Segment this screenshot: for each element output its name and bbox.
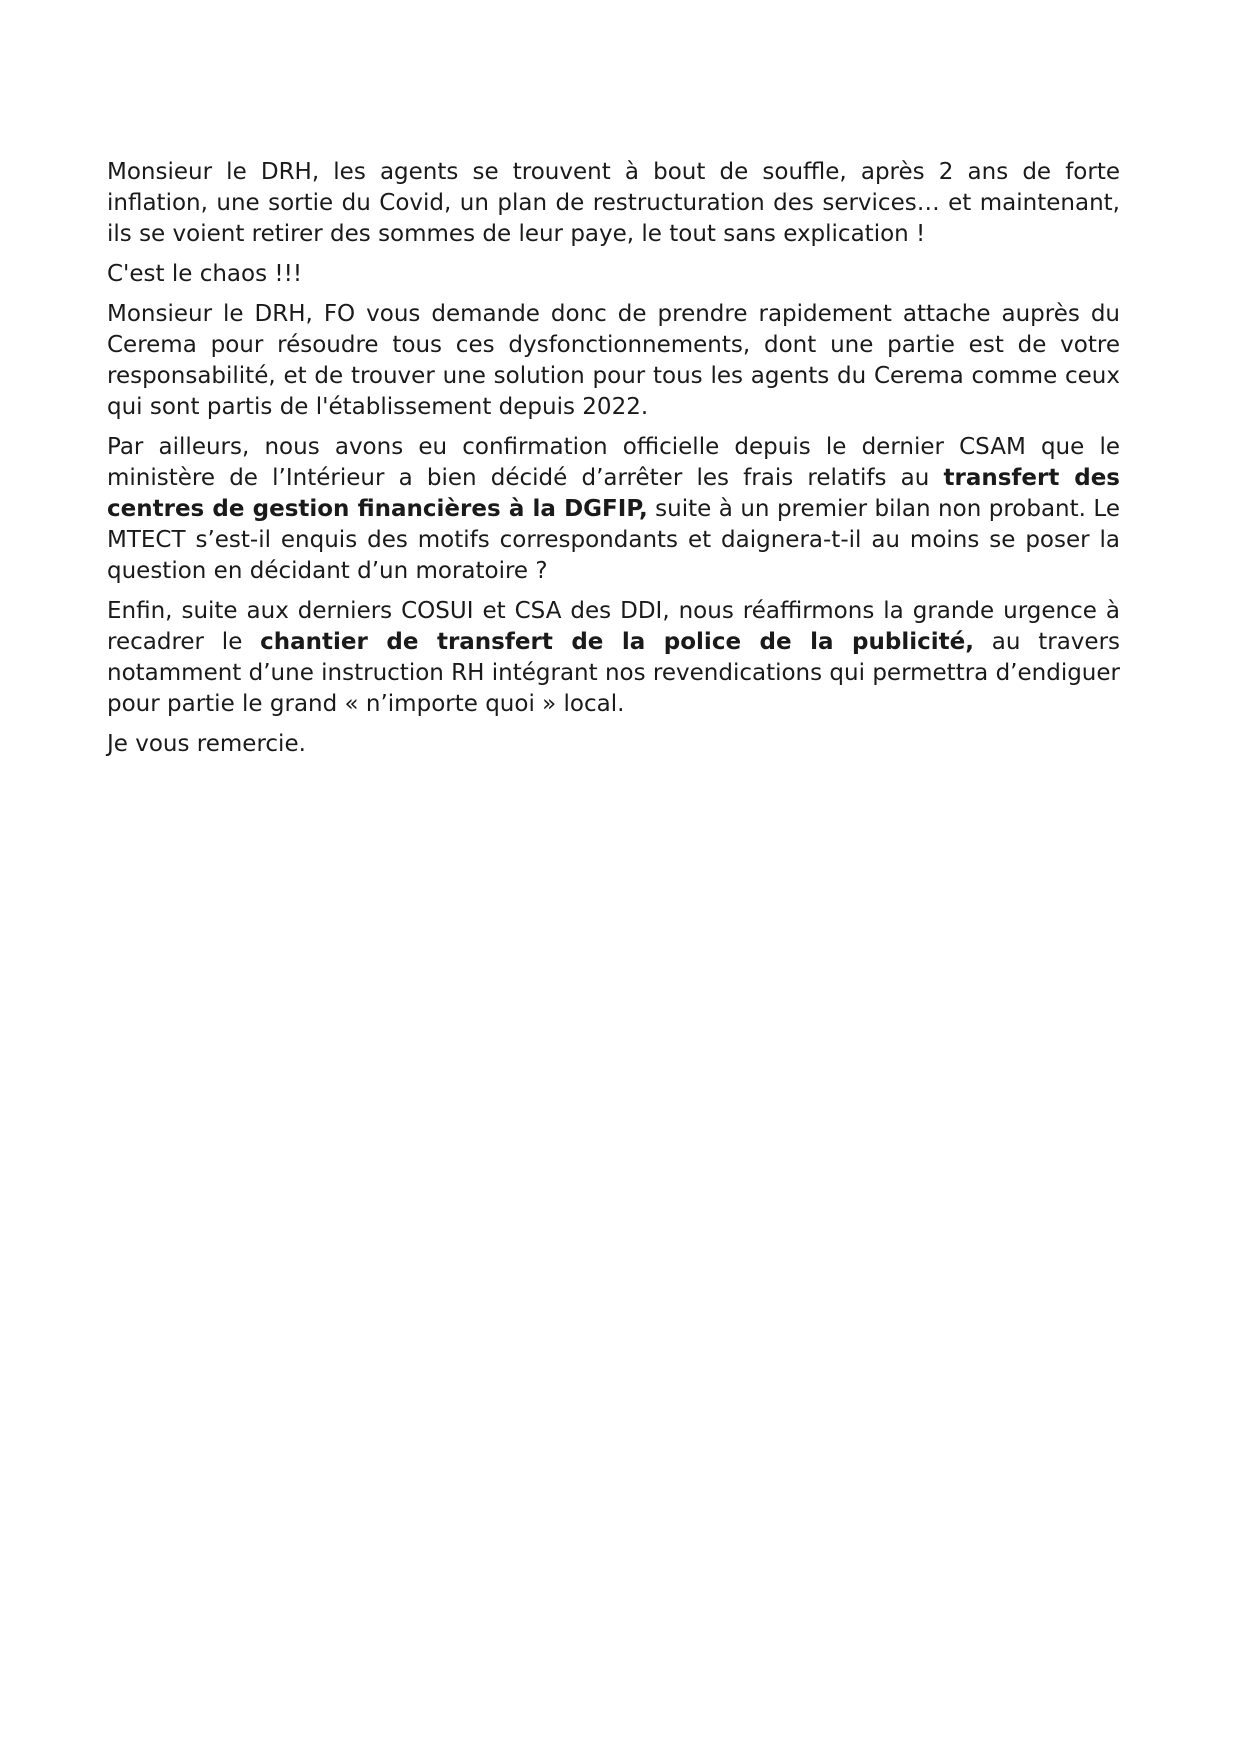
- paragraph-text: Monsieur le DRH, les agents se trouvent à bout de souffle, après 2 ans de forte inflation, une sortie du Covid, un plan de restructuration des services… et maintenant, ils se voient retirer des sommes de leur paye, le tout sans explication !: [107, 159, 1120, 247]
- paragraph-text: suite à un premier bilan non probant. Le MTECT s’est-il enquis des motifs correspondants et daignera-t-il au moins se poser la question en décidant d’un moratoire ?: [107, 496, 1120, 584]
- paragraph-text: C'est le chaos !!!: [107, 261, 303, 287]
- paragraph-transfert-dgfip: [107, 432, 1120, 587]
- paragraph-demande-cerema: [107, 299, 1120, 423]
- paragraph-text-bold: chantier de transfert de la police de la publicité,: [260, 629, 974, 655]
- paragraph-text: Par ailleurs, nous avons eu confirmation officielle depuis le dernier CSAM que le ministère de l’Intérieur a bien décidé d’arrêter les frais relatifs au: [107, 434, 1120, 491]
- paragraph-text: au travers notamment d’une instruction RH intégrant nos revendications qui permettra d’endiguer pour partie le grand « n’importe quoi » local.: [107, 629, 1121, 717]
- paragraph-text: Monsieur le DRH, FO vous demande donc de prendre rapidement attache auprès du Cerema pour résoudre tous ces dysfonctionnements, dont une partie est de votre responsabilité, et de trouver une solution pour tous les agents du Cerema comme ceux qui sont partis de l'établissement depuis 2022.: [107, 301, 1120, 420]
- paragraph-police-publicite: [107, 596, 1120, 720]
- paragraph-chaos: [107, 259, 1120, 290]
- paragraph-remerciement: [107, 729, 1120, 760]
- paragraph-text: Je vous remercie.: [107, 731, 306, 757]
- paragraph-agents-essouffles: [107, 157, 1120, 250]
- letter-body: [107, 157, 1120, 760]
- paragraph-text: Enfin, suite aux derniers COSUI et CSA des DDI, nous réaffirmons la grande urgence à recadrer le: [107, 598, 1120, 655]
- paragraph-text-bold: transfert des centres de gestion financières à la DGFIP,: [107, 465, 1120, 522]
